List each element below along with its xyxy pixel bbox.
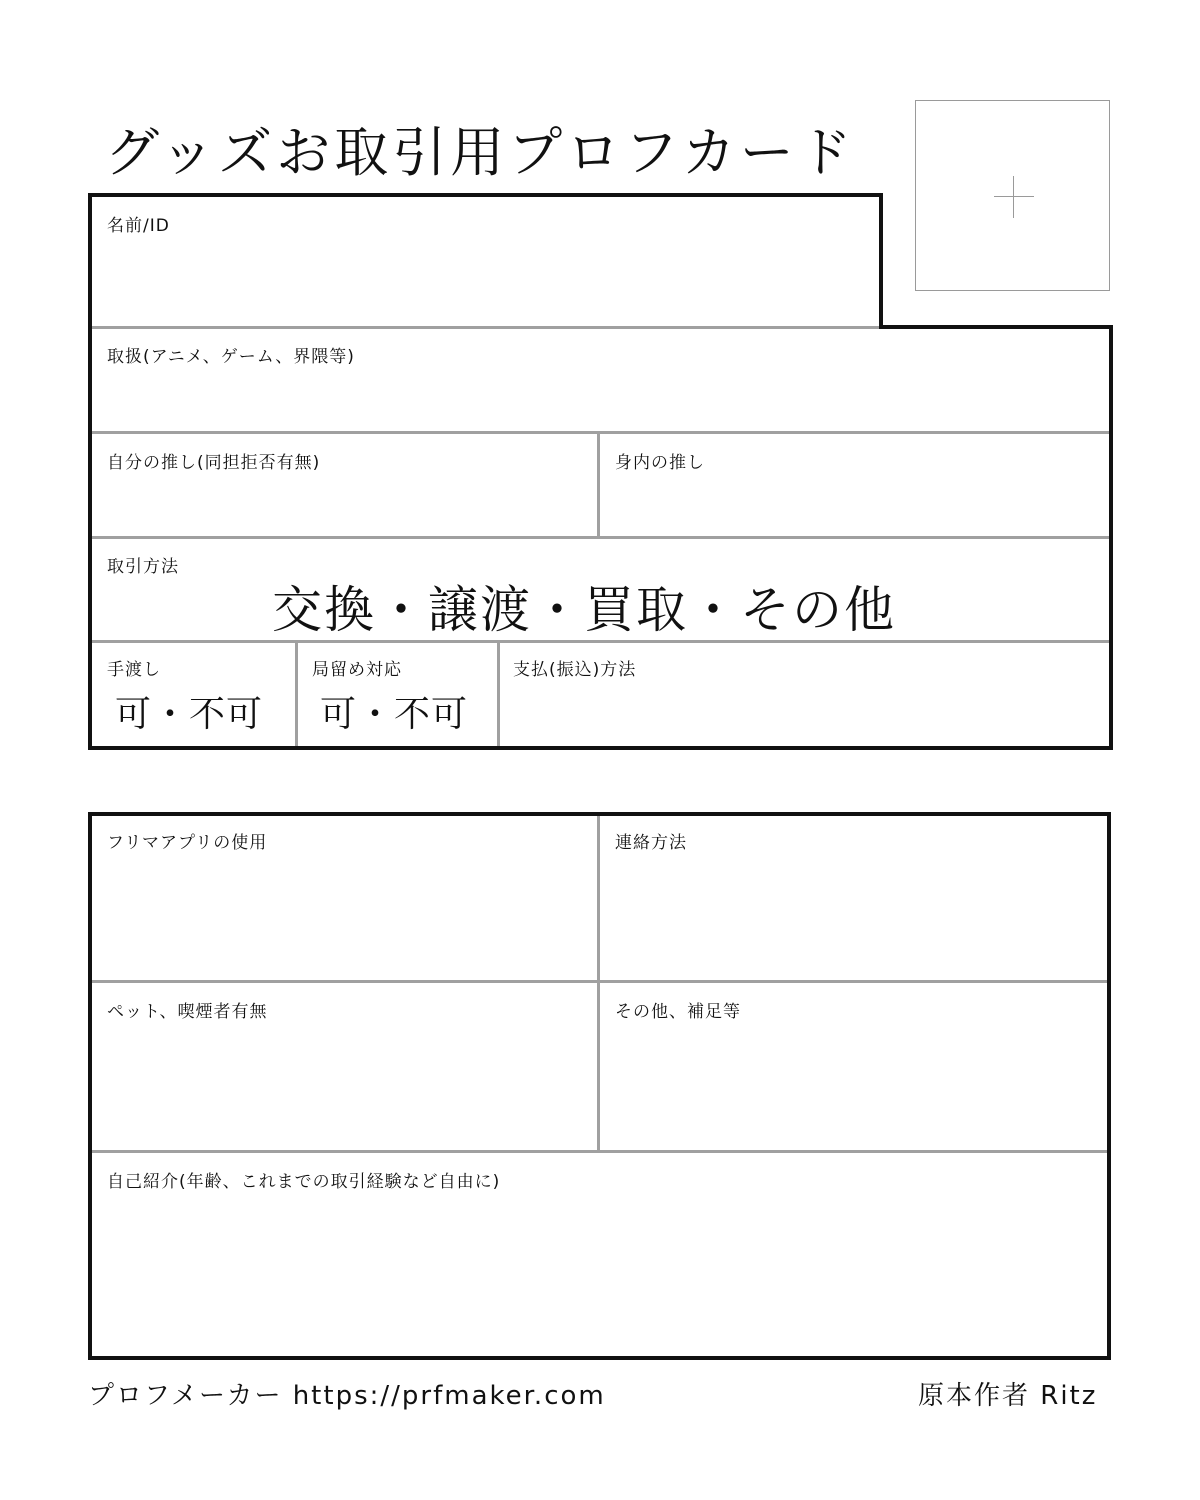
other-notes-field: その他、補足等	[615, 1002, 741, 1022]
trade-method-options[interactable]: 交換・譲渡・買取・その他	[272, 581, 896, 639]
self-intro-field: 自己紹介(年齢、これまでの取引経験など自由に)	[107, 1172, 501, 1192]
name-id-field: 名前/ID	[107, 216, 170, 236]
post-office-field: 局留め対応	[312, 660, 402, 680]
pets-smoker-field: ペット、喫煙者有無	[107, 1002, 268, 1022]
flea-app-field: フリマアプリの使用	[107, 833, 268, 853]
payment-field: 支払(振込)方法	[513, 660, 637, 680]
trade-method-field: 取引方法	[107, 557, 179, 577]
post-office-options[interactable]: 可・不可	[320, 694, 469, 735]
page-title: グッズお取引用プロフカード	[105, 121, 856, 184]
contact-field: 連絡方法	[615, 833, 687, 853]
genre-field: 取扱(アニメ、ゲーム、界隈等)	[107, 347, 355, 367]
handover-options[interactable]: 可・不可	[115, 694, 264, 735]
maker-credit: プロフメーカー https://prfmaker.com	[88, 1381, 606, 1411]
photo-placeholder[interactable]	[915, 100, 1110, 291]
author-credit: 原本作者 Ritz	[918, 1381, 1098, 1411]
my-oshi-field: 自分の推し(同担拒否有無)	[107, 453, 321, 473]
family-oshi-field: 身内の推し	[615, 453, 705, 473]
handover-field: 手渡し	[107, 660, 161, 680]
